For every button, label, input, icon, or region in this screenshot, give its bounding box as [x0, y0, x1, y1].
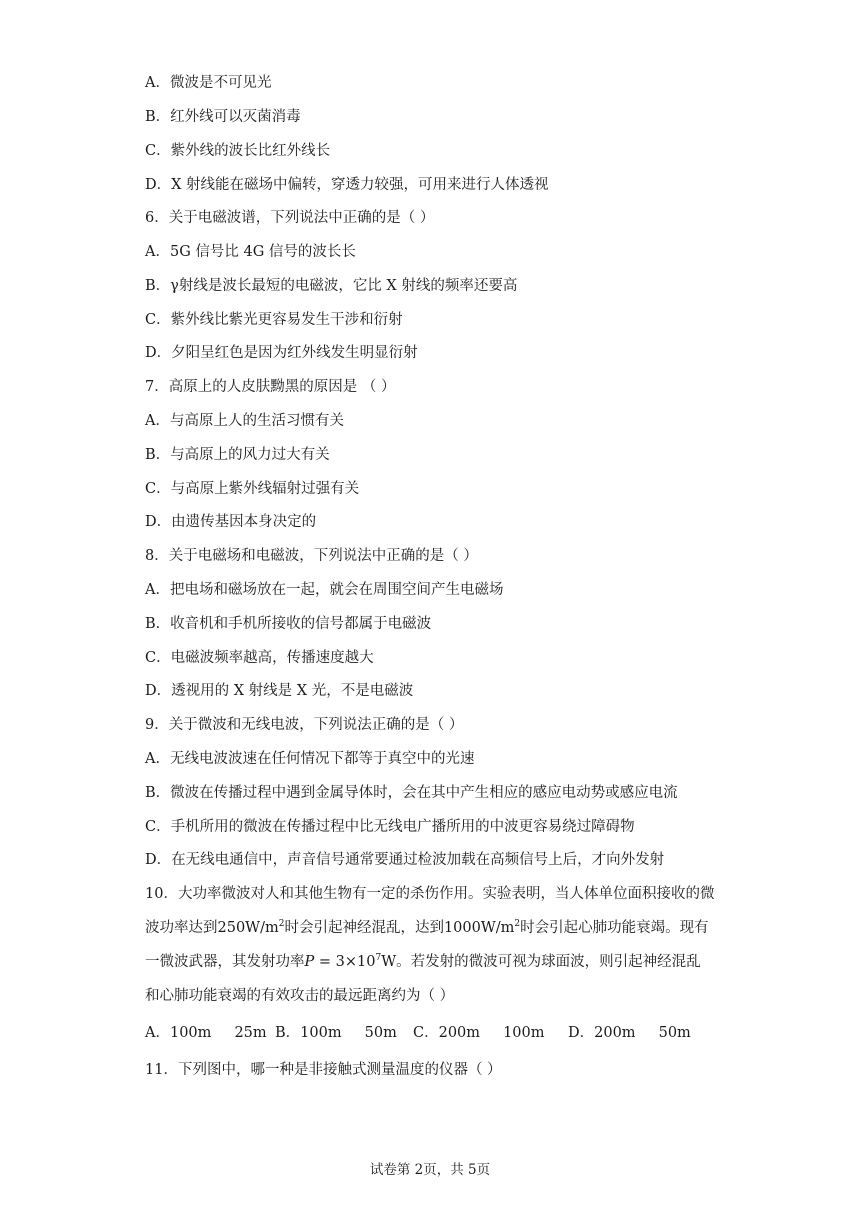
option-10b: B．100m 50m	[275, 1025, 397, 1041]
option-9c: C．手机所用的微波在传播过程中比无线电广播所用的中波更容易绕过障碍物	[145, 819, 635, 835]
option-6a: A．5G 信号比 4G 信号的波长长	[145, 244, 356, 260]
option-6c: C．紫外线比紫光更容易发生干涉和衍射	[145, 312, 403, 328]
option-5d: D．X 射线能在磁场中偏转，穿透力较强，可用来进行人体透视	[145, 177, 549, 193]
option-9a: A．无线电波波速在任何情况下都等于真空中的光速	[145, 751, 475, 767]
option-8b: B．收音机和手机所接收的信号都属于电磁波	[145, 616, 432, 632]
option-7a: A．与高原上人的生活习惯有关	[145, 413, 344, 429]
option-5c: C．紫外线的波长比红外线长	[145, 143, 331, 159]
option-10a: A．100m 25m	[145, 1025, 267, 1041]
question-10-options	[145, 1022, 691, 1044]
option-10c: C．200m 100m	[413, 1025, 545, 1041]
question-7: 7．高原上的人皮肤黝黑的原因是 （ ）	[145, 379, 396, 395]
option-10d: D．200m 50m	[568, 1025, 691, 1041]
option-6d: D．夕阳呈红色是因为红外线发生明显衍射	[145, 345, 418, 361]
option-7c: C．与高原上紫外线辐射过强有关	[145, 481, 360, 497]
question-10: 10．大功率微波对人和其他生物有一定的杀伤作用。实验表明，当人体单位面积接收的微波功率达到$250W/m^2$时会引起神经混乱，达到$1000W/m^2$时会引起心肺功能衰竭。现有一微波武器，其发射功率$P = 3\times 10^7W$。若发射的微波可视为球面波，则引起神经混乱和心肺功能衰竭的有效攻击的最远距离约为（ ）	[145, 886, 715, 1004]
option-8c: C．电磁波频率越高，传播速度越大	[145, 650, 374, 666]
question-11: 11．下列图中，哪一种是非接触式测量温度的仪器（ ）	[145, 1062, 502, 1078]
page-footer: 试卷第 2页，共 5页	[369, 1162, 491, 1178]
option-9d: D．在无线电通信中，声音信号通常要通过检波加载在高频信号上后，才向外发射	[145, 852, 665, 868]
option-9b: B．微波在传播过程中遇到金属导体时，会在其中产生相应的感应电动势或感应电流	[145, 785, 678, 801]
question-9: 9．关于微波和无线电波，下列说法正确的是（ ）	[145, 717, 464, 733]
question-6: 6．关于电磁波谱，下列说法中正确的是（ ）	[145, 210, 435, 226]
question-8: 8．关于电磁场和电磁波，下列说法中正确的是（ ）	[145, 548, 478, 564]
option-8a: A．把电场和磁场放在一起，就会在周围空间产生电磁场	[145, 582, 504, 598]
option-7b: B．与高原上的风力过大有关	[145, 447, 330, 463]
option-5b: B．红外线可以灭菌消毒	[145, 109, 301, 125]
option-7d: D．由遗传基因本身决定的	[145, 514, 317, 530]
option-5a: A．微波是不可见光	[145, 75, 272, 91]
option-6b: B．γ射线是波长最短的电磁波，它比 X 射线的频率还要高	[145, 278, 518, 294]
option-8d: D．透视用的 X 射线是 X 光，不是电磁波	[145, 683, 414, 699]
